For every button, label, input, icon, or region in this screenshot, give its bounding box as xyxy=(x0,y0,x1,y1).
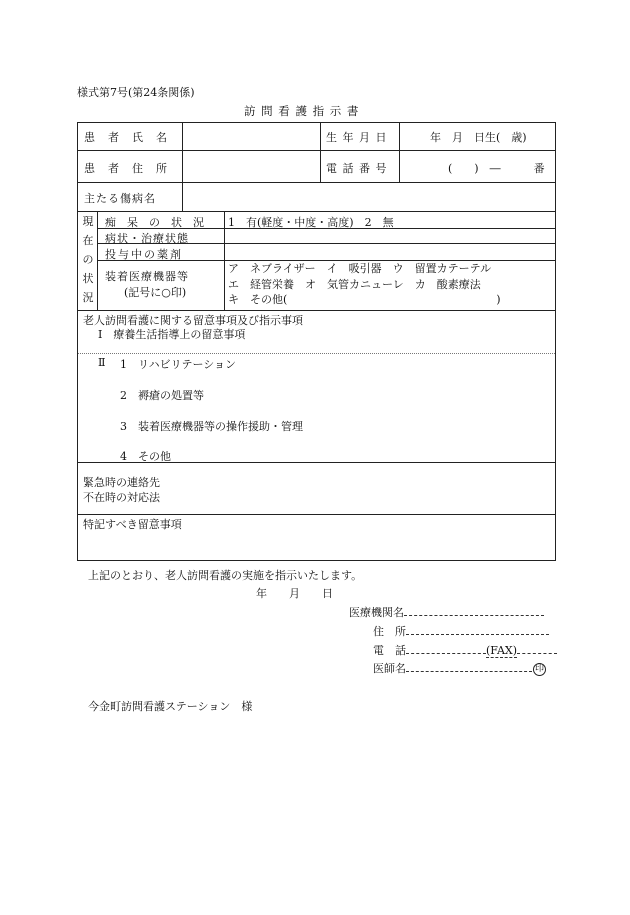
patient-address-label: 患 者 住 所 xyxy=(84,162,168,175)
doctor-row xyxy=(373,660,546,676)
instruction-form xyxy=(77,122,556,561)
devices-option-line[interactable]: エ 経管栄養 オ 気管カニューレ カ 酸素療法 xyxy=(228,277,481,291)
devices-label: 装着医療機器等 xyxy=(105,270,189,283)
phone-label: 電 話 番 号 xyxy=(326,162,388,175)
address-row xyxy=(373,623,549,639)
disease-label: 主たる傷病名 xyxy=(84,192,156,205)
institution-row xyxy=(349,604,544,620)
form-number: 様式第7号(第24条関係) xyxy=(77,86,195,99)
instruction-statement: 上記のとおり、老人訪問看護の実施を指示いたします。 xyxy=(88,569,363,582)
dementia-options[interactable]: 1 有(軽度・中度・高度) 2 無 xyxy=(228,216,394,229)
fax-label: (FAX) xyxy=(486,644,518,657)
institution-label: 医療機関名 xyxy=(349,606,404,619)
current-status-side-label: 現 在 の 状 況 xyxy=(82,215,94,304)
seal-mark: 印 xyxy=(534,663,544,674)
document-title: 訪 問 看 護 指 示 書 xyxy=(244,104,360,118)
footer-phone-field[interactable] xyxy=(406,643,486,654)
emergency-contact-label: 緊急時の連絡先 xyxy=(83,476,160,489)
phone-field[interactable]: ( ) ― 番 xyxy=(448,162,545,175)
doctor-field[interactable] xyxy=(406,661,532,672)
footer-phone-label: 電 話 xyxy=(373,644,406,657)
fax-field[interactable] xyxy=(517,643,557,654)
condition-label: 病状・治療状態 xyxy=(105,232,189,245)
instructions-heading: 老人訪問看護に関する留意事項及び指示事項 xyxy=(83,314,303,327)
medication-label: 投与中の薬剤 xyxy=(105,248,183,261)
patient-name-label: 患 者 氏 名 xyxy=(84,131,168,144)
recipient: 今金町訪問看護ステーション 様 xyxy=(88,700,253,713)
instructions-section2-label: Ⅱ xyxy=(98,356,106,369)
medication-field[interactable] xyxy=(228,245,553,259)
patient-address-field[interactable] xyxy=(184,154,318,178)
instructions-section1: Ⅰ 療養生活指導上の留意事項 xyxy=(98,328,246,341)
special-notes-label: 特記すべき留意事項 xyxy=(83,518,182,531)
devices-options[interactable] xyxy=(228,261,501,308)
instruction-item-rehab: 1 リハビリテーション xyxy=(120,358,237,371)
institution-field[interactable] xyxy=(404,605,544,616)
instruction-item-other: 4 その他 xyxy=(120,450,171,463)
patient-name-field[interactable] xyxy=(184,126,318,148)
issue-date[interactable]: 年 月 日 xyxy=(256,587,333,600)
footer-address-field[interactable] xyxy=(406,624,549,635)
devices-note: (記号に○印) xyxy=(124,286,187,299)
condition-field[interactable] xyxy=(228,229,553,242)
doctor-label: 医師名 xyxy=(373,662,406,675)
instruction-item-bedsore: 2 褥瘡の処置等 xyxy=(120,389,204,402)
birthdate-field[interactable]: 年 月 日生( 歳) xyxy=(430,131,527,144)
absence-response-label: 不在時の対応法 xyxy=(83,491,160,504)
devices-option-line[interactable]: キ その他( ) xyxy=(228,293,501,306)
phone-row xyxy=(373,642,557,658)
footer-address-label: 住 所 xyxy=(373,625,406,638)
devices-option-line[interactable]: ア ネブライザー イ 吸引器 ウ 留置カテーテル xyxy=(228,262,492,275)
disease-field[interactable] xyxy=(184,185,552,207)
dementia-label: 痴 呆 の 状 況 xyxy=(105,216,204,229)
special-notes-field[interactable] xyxy=(83,531,551,557)
instruction-item-devices: 3 装着医療機器等の操作援助・管理 xyxy=(120,420,303,433)
birthdate-label: 生 年 月 日 xyxy=(326,131,388,144)
